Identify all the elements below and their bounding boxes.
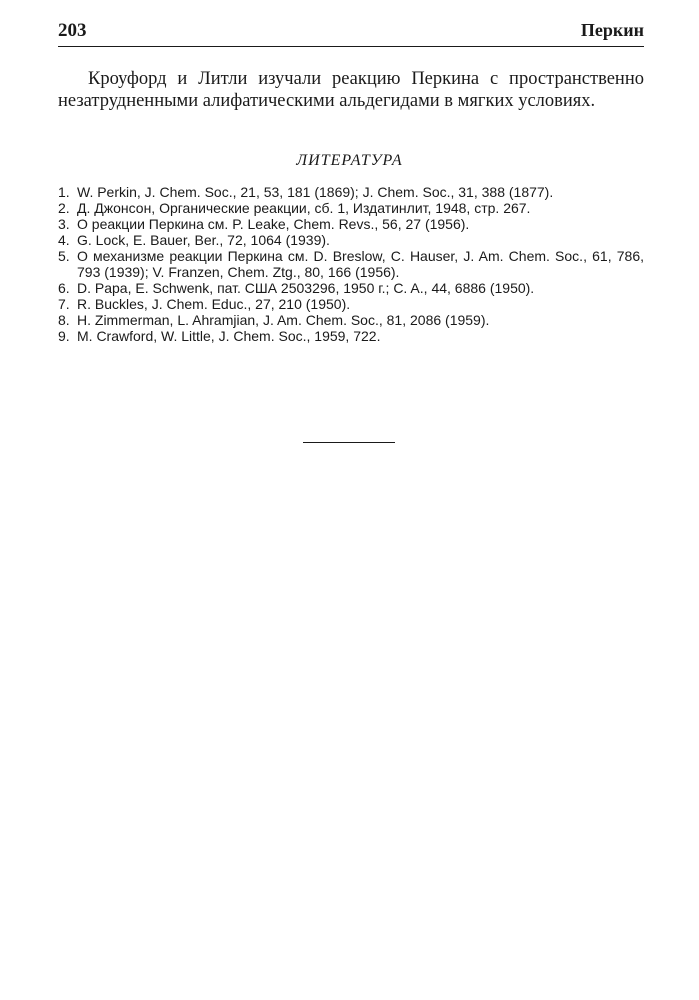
references-list (58, 184, 644, 344)
reference-item (58, 248, 644, 280)
reference-item (58, 200, 644, 216)
reference-number: 8. (58, 312, 70, 328)
page-number: 203 (58, 20, 87, 41)
end-divider (303, 442, 395, 443)
reference-item (58, 296, 644, 312)
reference-number: 5. (58, 248, 70, 264)
reference-text: D. Papa, E. Schwenk, пат. США 2503296, 1950 г.; C. A., 44, 6886 (1950). (77, 280, 535, 296)
reference-number: 2. (58, 200, 70, 216)
references-title: ЛИТЕРАТУРА (296, 152, 403, 169)
reference-text: О механизме реакции Перкина см. D. Breslow, C. Hauser, J. Am. Chem. Soc., 61, 786, 793 (1939); V. Franzen, Chem. Ztg., 80, 166 (1956). (77, 248, 644, 280)
reference-item (58, 328, 644, 344)
reference-text: Д. Джонсон, Органические реакции, сб. 1, Издатинлит, 1948, стр. 267. (77, 200, 531, 216)
reference-number: 6. (58, 280, 70, 296)
reference-number: 3. (58, 216, 70, 232)
reference-text: G. Lock, E. Bauer, Ber., 72, 1064 (1939). (77, 232, 330, 248)
reference-item (58, 312, 644, 328)
reference-text: H. Zimmerman, L. Ahramjian, J. Am. Chem. Soc., 81, 2086 (1959). (77, 312, 490, 328)
reference-text: W. Perkin, J. Chem. Soc., 21, 53, 181 (1869); J. Chem. Soc., 31, 388 (1877). (77, 184, 554, 200)
intro-paragraph: Кроуфорд и Литли изучали реакцию Перкина с пространственно незатрудненными алифатическими альдегидами в мягких условиях. (58, 69, 644, 111)
reference-number: 9. (58, 328, 70, 344)
page-header (58, 20, 644, 47)
reference-number: 4. (58, 232, 70, 248)
reference-item (58, 232, 644, 248)
reference-number: 1. (58, 184, 70, 200)
reference-item (58, 216, 644, 232)
reference-item (58, 280, 644, 296)
reference-text: M. Crawford, W. Little, J. Chem. Soc., 1959, 722. (77, 328, 381, 344)
running-title: Перкин (580, 20, 644, 40)
reference-text: О реакции Перкина см. P. Leake, Chem. Revs., 56, 27 (1956). (77, 216, 470, 232)
reference-number: 7. (58, 296, 70, 312)
reference-text: R. Buckles, J. Chem. Educ., 27, 210 (1950). (77, 296, 351, 312)
reference-item (58, 184, 644, 200)
